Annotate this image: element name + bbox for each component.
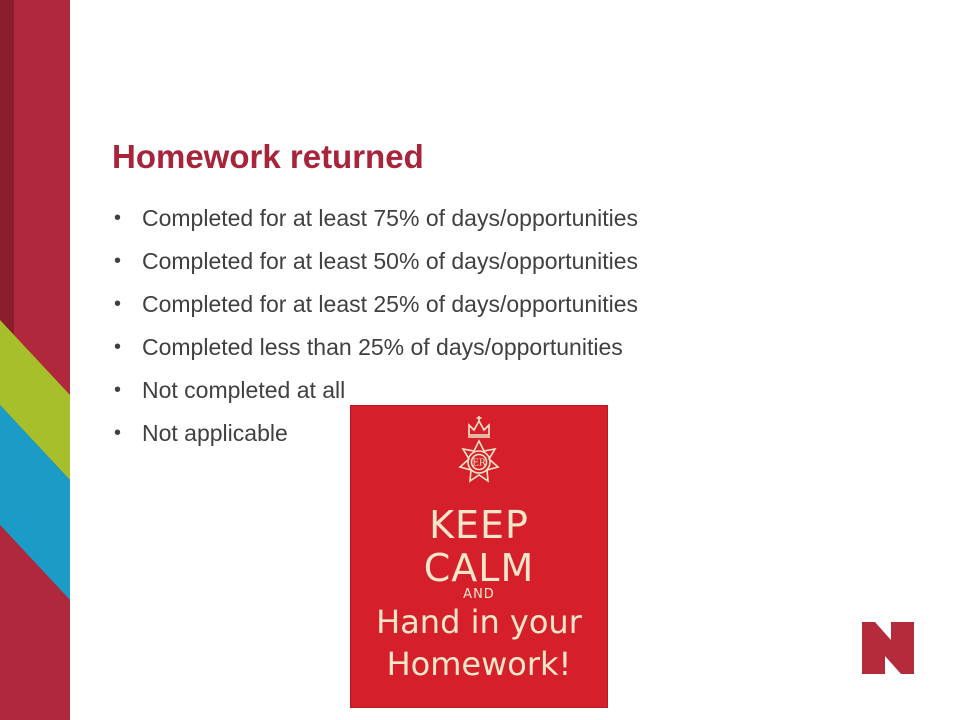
bullet-text: Completed less than 25% of days/opportunities bbox=[142, 334, 623, 360]
poster-line-homework: Homework! bbox=[386, 645, 572, 683]
bullet-text: Completed for at least 75% of days/opportunities bbox=[142, 205, 639, 231]
bullet-item bbox=[112, 283, 638, 326]
side-decoration-stripes bbox=[0, 0, 70, 720]
police-crest-icon bbox=[448, 413, 510, 497]
bullet-dot: • bbox=[114, 293, 122, 315]
poster-line-keep: KEEP bbox=[429, 503, 529, 547]
university-logo-icon bbox=[862, 622, 914, 674]
bullet-text: Completed for at least 25% of days/opportunities bbox=[142, 291, 639, 317]
bullet-item bbox=[112, 197, 638, 240]
bullet-dot: • bbox=[114, 379, 122, 401]
poster-line-hand-in: Hand in your bbox=[376, 603, 582, 641]
poster-line-and: AND bbox=[463, 587, 495, 602]
bullet-item bbox=[112, 326, 638, 369]
bullet-text: Not applicable bbox=[142, 420, 288, 446]
bullet-item bbox=[112, 240, 638, 283]
bullet-text: Completed for at least 50% of days/opportunities bbox=[142, 248, 639, 274]
keep-calm-poster bbox=[350, 405, 608, 708]
bullet-dot: • bbox=[114, 207, 122, 229]
poster-line-calm: CALM bbox=[423, 546, 535, 590]
bullet-dot: • bbox=[114, 336, 122, 358]
slide-title: Homework returned bbox=[112, 138, 424, 175]
bullet-dot: • bbox=[114, 250, 122, 272]
bullet-dot: • bbox=[114, 422, 122, 444]
bullet-text: Not completed at all bbox=[142, 377, 346, 403]
crest-monogram: ER bbox=[472, 458, 486, 469]
